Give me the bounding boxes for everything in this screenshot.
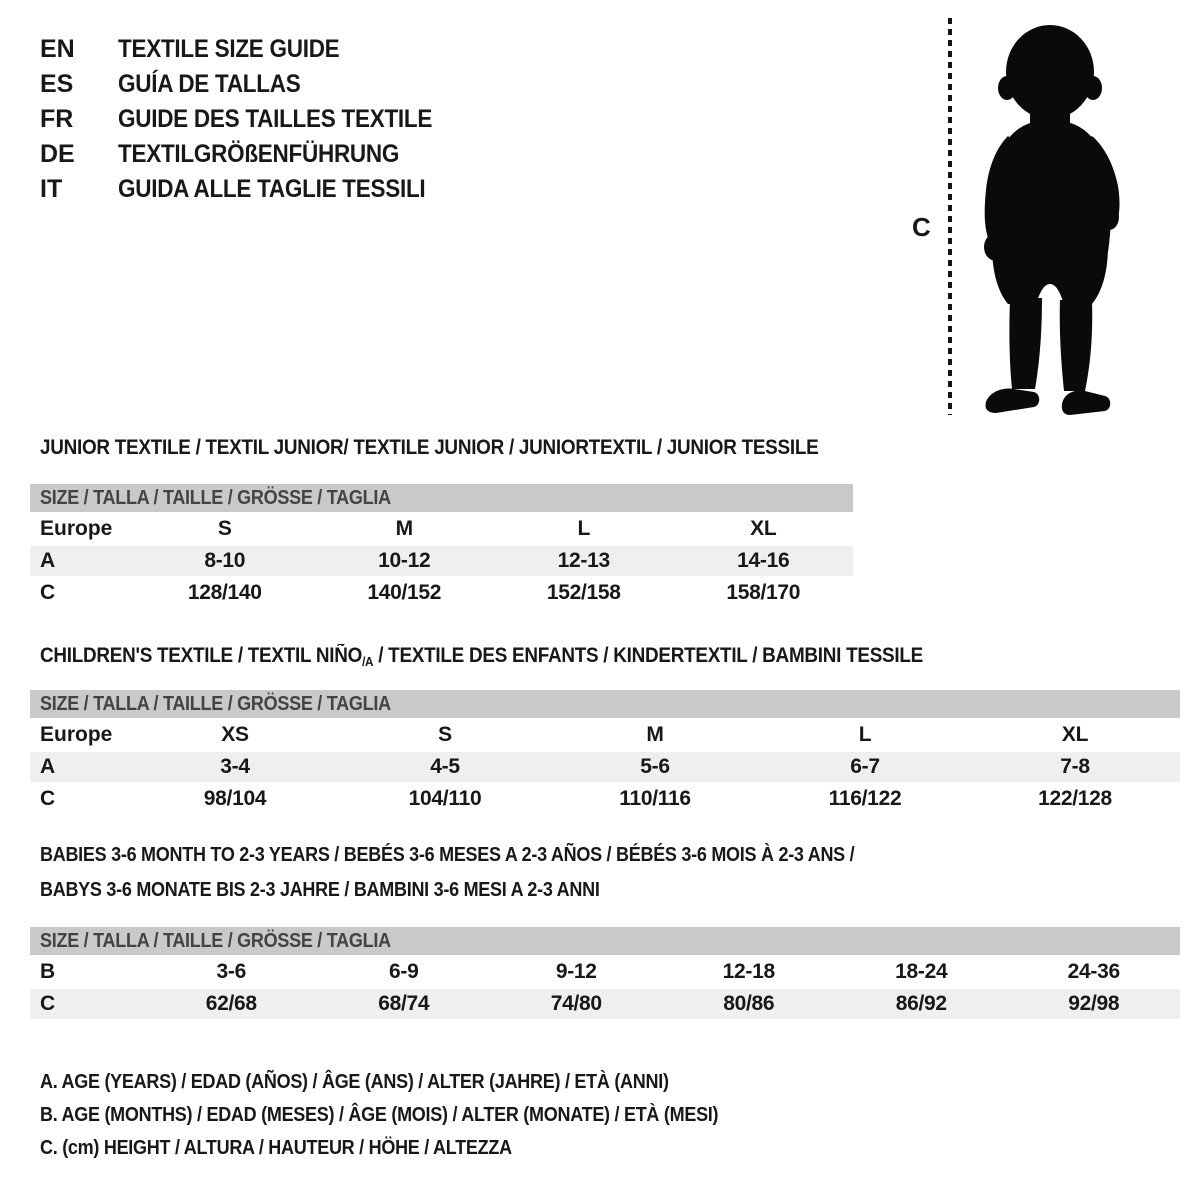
junior-row-europe [30, 514, 853, 544]
legend-line-c [40, 1132, 794, 1165]
size-cell: M [395, 517, 413, 540]
row-label: A [40, 755, 56, 778]
age-cell: 6-7 [850, 755, 880, 778]
row-label: B [40, 960, 56, 983]
language-row-it [40, 172, 467, 207]
age-cell: 10-12 [378, 549, 431, 572]
babies-row-months [30, 957, 1180, 987]
legend-line-b [40, 1099, 794, 1132]
months-cell: 24-36 [1067, 960, 1120, 983]
size-cell: M [646, 723, 664, 746]
children-title-sub: /A [362, 654, 374, 669]
size-cell: L [577, 517, 591, 540]
age-cell: 5-6 [640, 755, 670, 778]
months-cell: 9-12 [555, 960, 597, 983]
months-cell: 3-6 [216, 960, 246, 983]
height-cell: 158/170 [726, 581, 801, 604]
age-cell: 7-8 [1060, 755, 1090, 778]
junior-title-text: JUNIOR TEXTILE / TEXTIL JUNIOR/ TEXTILE JUNIOR / JUNIORTEXTIL / JUNIOR TESSILE [40, 436, 819, 459]
height-cell: 116/122 [828, 787, 902, 810]
legend [40, 1066, 794, 1165]
legend-line-a-text: A. AGE (YEARS) / EDAD (AÑOS) / ÂGE (ANS) / ALTER (JAHRE) / ETÀ (ANNI) [40, 1071, 669, 1093]
months-cell: 12-18 [722, 960, 775, 983]
language-row-fr [40, 102, 467, 137]
language-row-de [40, 137, 467, 172]
junior-size-header-bar [30, 484, 853, 512]
children-row-age [30, 752, 1180, 782]
row-label: C [40, 787, 56, 810]
language-list [40, 32, 467, 207]
babies-title-line2: BABYS 3-6 MONATE BIS 2-3 JAHRE / BAMBINI 3-6 MESI A 2-3 ANNI [40, 879, 600, 901]
row-label: C [40, 581, 56, 604]
babies-size-header-bar [30, 927, 1180, 955]
size-cell: XS [221, 723, 249, 746]
size-header-text: SIZE / TALLA / TAILLE / GRÖSSE / TAGLIA [40, 487, 391, 509]
months-cell: 18-24 [895, 960, 948, 983]
height-cell: 110/116 [619, 787, 691, 810]
junior-size-table [30, 484, 853, 608]
size-cell: S [217, 517, 232, 540]
size-cell: XL [750, 517, 777, 540]
children-row-europe [30, 720, 1180, 750]
children-size-table [30, 690, 1180, 814]
legend-line-a [40, 1066, 794, 1099]
row-label: A [40, 549, 56, 572]
height-cell: 74/80 [550, 992, 602, 1015]
junior-section-title [40, 436, 905, 460]
height-cell: 152/158 [546, 581, 621, 604]
language-row-en [40, 32, 467, 67]
height-cell: 86/92 [895, 992, 947, 1015]
age-cell: 12-13 [557, 549, 610, 572]
size-cell: XL [1061, 723, 1089, 746]
age-cell: 8-10 [204, 549, 246, 572]
children-section-title [40, 644, 1021, 669]
children-title-text [40, 644, 923, 669]
months-cell: 6-9 [389, 960, 419, 983]
height-measure-label: C [912, 212, 931, 242]
children-row-height [30, 784, 1180, 814]
height-cell: 92/98 [1068, 992, 1120, 1015]
height-cell: 140/152 [367, 581, 442, 604]
row-label: Europe [40, 517, 113, 540]
height-cell: 104/110 [408, 787, 482, 810]
age-cell: 4-5 [430, 755, 460, 778]
toddler-silhouette [962, 20, 1138, 420]
language-code: FR [40, 105, 74, 133]
language-row-es [40, 67, 467, 102]
language-label: TEXTILGRÖßENFÜHRUNG [118, 140, 400, 168]
children-size-header-bar [30, 690, 1180, 718]
size-cell: S [438, 723, 452, 746]
height-cell: 80/86 [723, 992, 775, 1015]
language-code: ES [40, 70, 74, 98]
junior-row-height [30, 578, 853, 608]
height-dashed-line [948, 18, 952, 415]
children-title-post: / TEXTILE DES ENFANTS / KINDERTEXTIL / BAMBINI TESSILE [373, 644, 923, 667]
height-cell: 62/68 [205, 992, 257, 1015]
row-label: C [40, 992, 56, 1015]
age-cell: 3-4 [220, 755, 250, 778]
junior-row-age [30, 546, 853, 576]
babies-row-height [30, 989, 1180, 1019]
size-header-text: SIZE / TALLA / TAILLE / GRÖSSE / TAGLIA [40, 693, 391, 715]
size-header-text: SIZE / TALLA / TAILLE / GRÖSSE / TAGLIA [40, 930, 391, 952]
legend-line-b-text: B. AGE (MONTHS) / EDAD (MESES) / ÂGE (MOIS) / ALTER (MONATE) / ETÀ (MESI) [40, 1104, 719, 1126]
language-label: TEXTILE SIZE GUIDE [118, 35, 340, 63]
language-label: GUIDE DES TAILLES TEXTILE [118, 105, 433, 133]
babies-title-line1: BABIES 3-6 MONTH TO 2-3 YEARS / BEBÉS 3-6 MESES A 2-3 AÑOS / BÉBÉS 3-6 MOIS À 2-3 ANS / [40, 844, 855, 866]
height-cell: 98/104 [203, 787, 267, 810]
children-title-pre: CHILDREN'S TEXTILE / TEXTIL NIÑO [40, 644, 363, 667]
language-label: GUIDA ALLE TAGLIE TESSILI [118, 175, 426, 203]
language-code: IT [40, 175, 63, 203]
language-label: GUÍA DE TALLAS [118, 70, 301, 98]
legend-line-c-text: C. (cm) HEIGHT / ALTURA / HAUTEUR / HÖHE / ALTEZZA [40, 1137, 512, 1159]
babies-size-table [30, 927, 1180, 1019]
height-cell: 68/74 [378, 992, 430, 1015]
row-label: Europe [40, 723, 113, 746]
age-cell: 14-16 [737, 549, 790, 572]
language-code: DE [40, 140, 75, 168]
size-cell: L [858, 723, 872, 746]
babies-section-title [40, 838, 945, 908]
language-code: EN [40, 35, 75, 63]
height-cell: 128/140 [187, 581, 262, 604]
height-cell: 122/128 [1038, 787, 1112, 810]
